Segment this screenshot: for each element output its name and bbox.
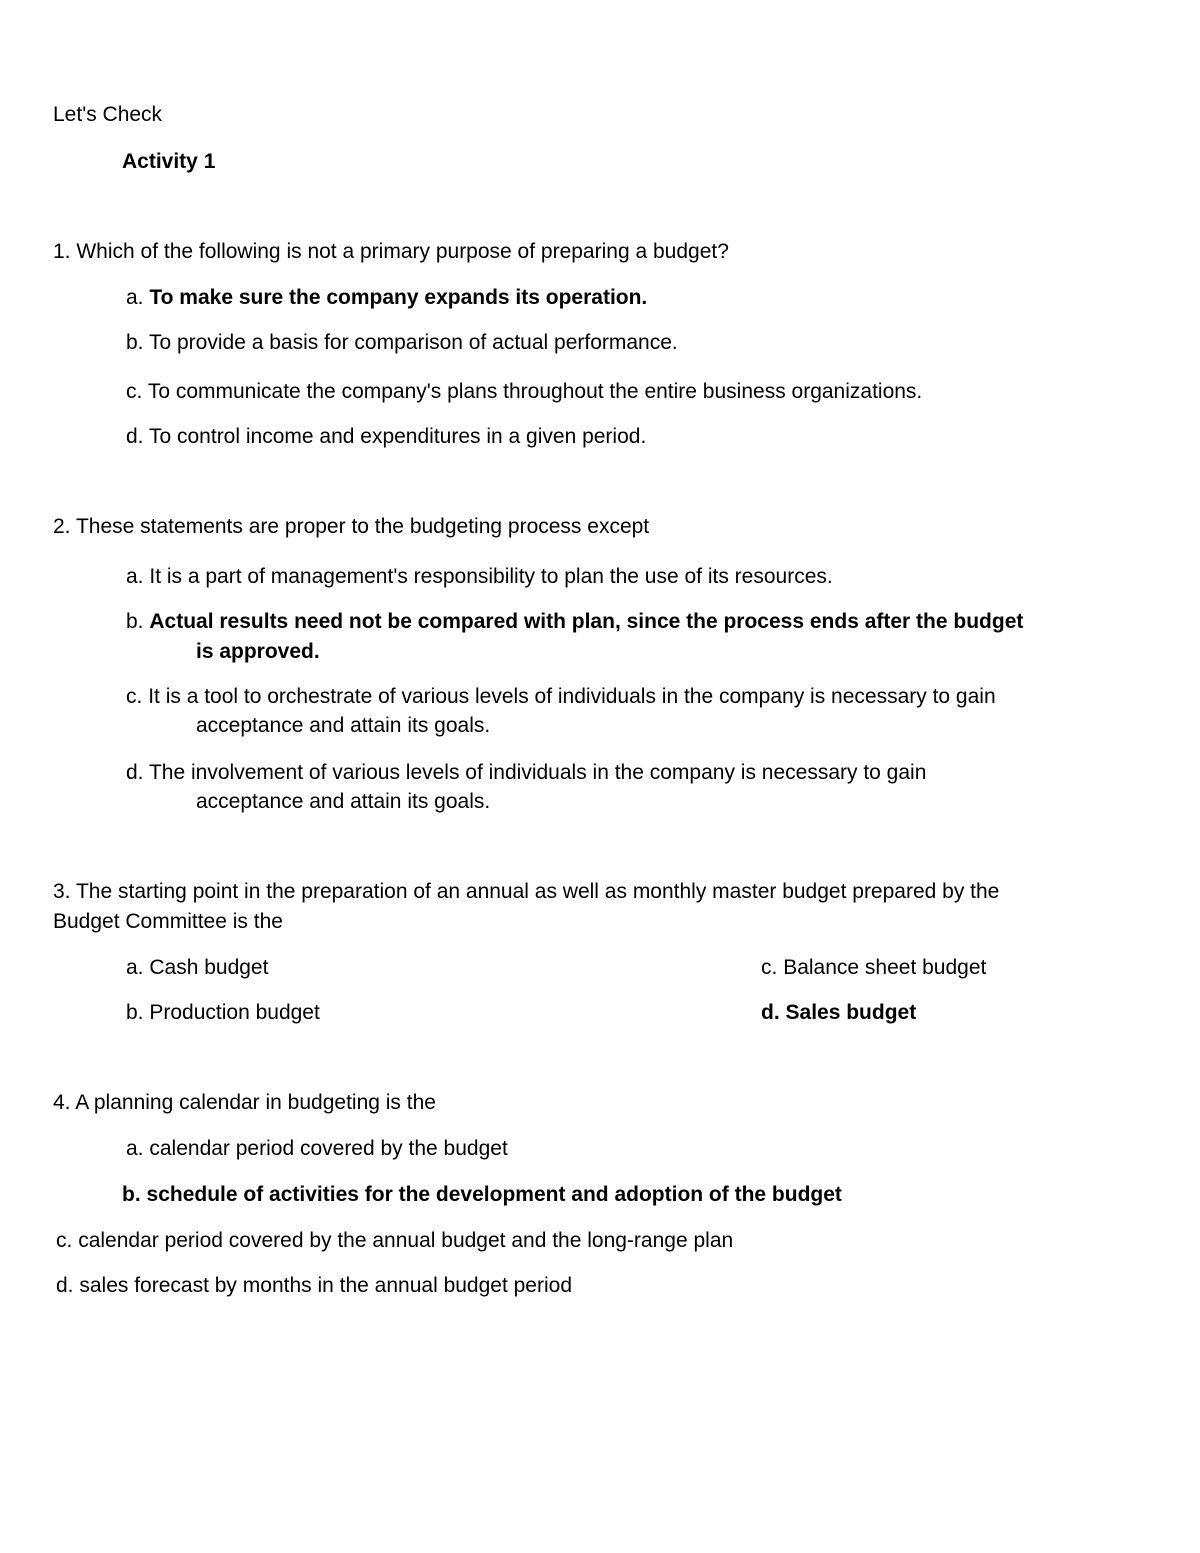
option-text: sales forecast by months in the annual budget period [79,1274,573,1297]
option-text: Cash budget [149,956,269,979]
option-a[interactable] [126,286,647,310]
option-label: d. [126,425,144,448]
option-d[interactable] [126,425,646,449]
option-d[interactable] [761,1001,916,1025]
question-stem: 1. Which of the following is not a primary purpose of preparing a budget? [53,240,729,263]
option-text: To control income and expenditures in a given period. [148,425,647,448]
option-label: d. [126,761,144,784]
option-label: b. [122,1183,141,1206]
option-label: c. [126,685,143,708]
option-text: calendar period covered by the budget [149,1137,508,1160]
option-d-continuation: acceptance and attain its goals. [196,790,491,813]
option-text: To communicate the company's plans throughout the entire business organizations. [147,380,923,403]
option-label: a. [126,565,144,588]
option-c[interactable] [761,956,986,980]
option-text: Production budget [149,1001,320,1024]
option-label: c. [761,956,778,979]
option-label: b. [126,331,144,354]
page-title: Let's Check [53,103,163,126]
option-d[interactable] [126,761,926,785]
option-b[interactable] [122,1183,842,1207]
option-b[interactable] [126,610,1023,634]
option-d[interactable] [56,1274,572,1298]
option-label: b. [126,610,144,633]
option-c[interactable] [126,685,996,709]
option-a[interactable] [126,565,833,589]
option-label: d. [56,1274,74,1297]
option-text: It is a tool to orchestrate of various levels of individuals in the company is necessary to gain [148,685,996,708]
option-text: To provide a basis for comparison of actual performance. [148,331,678,354]
option-c-continuation: acceptance and attain its goals. [196,714,491,737]
option-text-correct: schedule of activities for the development and adoption of the budget [146,1183,842,1206]
option-text-correct: Actual results need not be compared with plan, since the process ends after the budget [149,610,1024,633]
option-a[interactable] [126,956,268,980]
question-stem: 2. These statements are proper to the budgeting process except [53,515,650,538]
option-text: The involvement of various levels of individuals in the company is necessary to gain [148,761,927,784]
option-c[interactable] [56,1229,733,1253]
option-label: a. [126,286,144,309]
option-label: b. [126,1001,144,1024]
option-b[interactable] [126,1001,320,1025]
option-text: calendar period covered by the annual budget and the long-range plan [78,1229,734,1252]
option-label: a. [126,1137,144,1160]
question-stem-continuation: Budget Committee is the [53,910,283,933]
option-text: Balance sheet budget [783,956,987,979]
option-text-correct: Sales budget [785,1001,917,1024]
option-a[interactable] [126,1137,508,1161]
activity-heading: Activity 1 [122,150,216,173]
option-c[interactable] [126,380,922,404]
option-label: a. [126,956,144,979]
option-label: c. [126,380,143,403]
option-text-correct: To make sure the company expands its operation. [149,286,648,309]
option-label: c. [56,1229,73,1252]
question-stem: 4. A planning calendar in budgeting is the [53,1091,436,1114]
option-label: d. [761,1001,780,1024]
option-b[interactable] [126,331,678,355]
option-text: It is a part of management's responsibility to plan the use of its resources. [149,565,833,588]
question-stem: 3. The starting point in the preparation of an annual as well as monthly master budget prepared by the [53,880,1000,903]
option-b-continuation: is approved. [196,640,320,663]
